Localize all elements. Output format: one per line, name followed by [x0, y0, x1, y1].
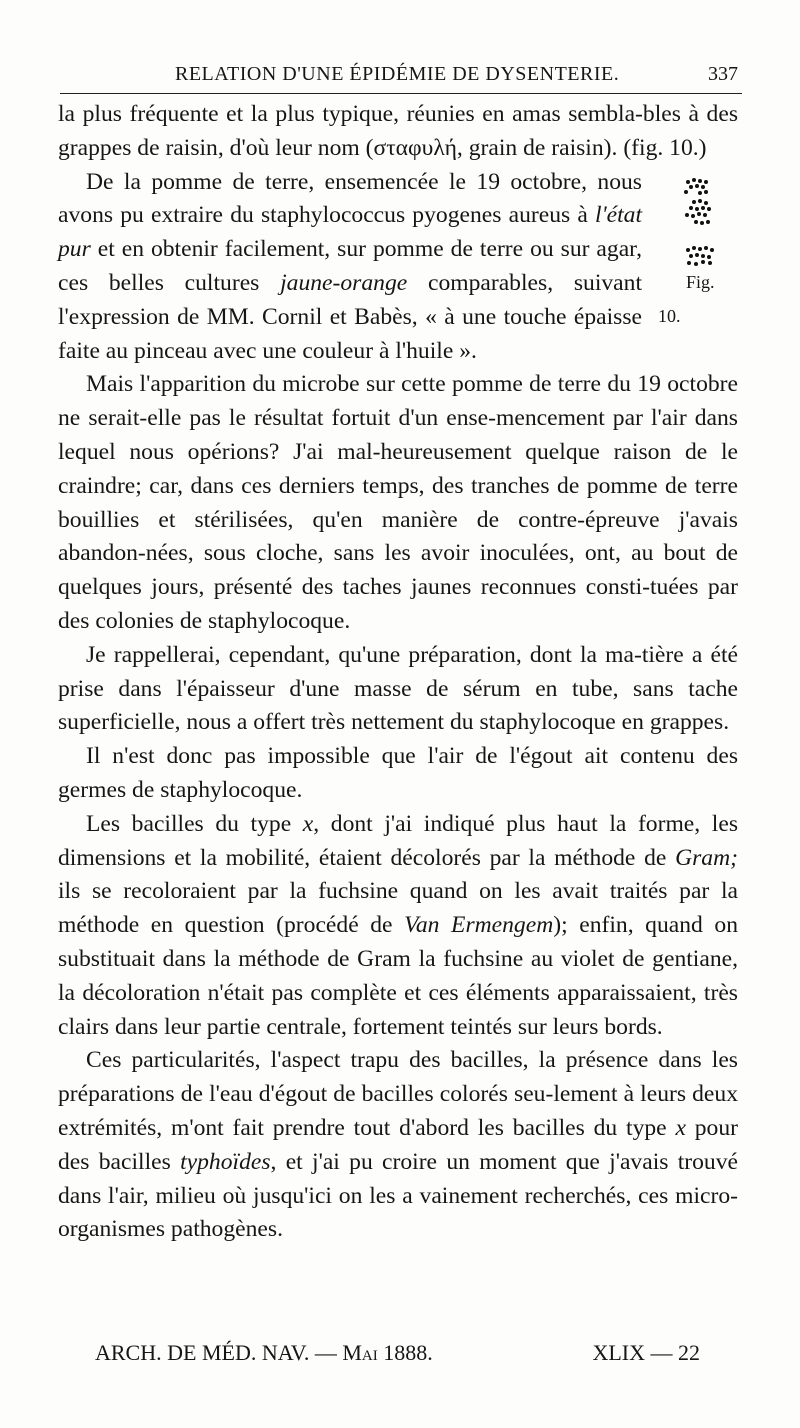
- paragraph-5: Il n'est donc pas impossible que l'air de l'égout ait contenu des germes de staphylocoque.: [58, 743, 738, 803]
- paragraph-3: Mais l'apparition du microbe sur cette pomme de terre du 19 octobre ne serait-elle pas le résultat fortuit d'un ense-mencement par l'air dans lequel nous opérions? J'ai mal-heureusement quelque raison de le craindre; car, dans ces derniers temps, des tranches de pomme de terre bouillies et stérilisées, qu'en manière de contre-épreuve j'avais abandon-nées, sous cloche, sans les avoir inoculées, ont, au bout de quelques jours, présenté des taches jaunes reconnues consti-tuées par des colonies de staphylocoque.: [58, 371, 738, 634]
- text-span: , et j'ai pu croire un moment que j'avais trouvé dans l'air, milieu où jusqu'ici on les a vainement recherchés, ces micro-organismes pathogènes.: [58, 1148, 738, 1243]
- text-span: pour des bacilles: [58, 1114, 738, 1175]
- italic-span: Gram;: [675, 844, 738, 871]
- text-span: , dont j'ai indiqué plus haut la forme, les dimensions et la mobilité, étaient décolorés par la méthode de: [58, 810, 738, 871]
- text-span: comparables, suivant l'expression de MM. Cornil et Babès, « à une touche épaisse faite au pinceau avec une couleur à l'huile ».: [58, 269, 642, 364]
- text-span: et en obtenir facilement, sur pomme de terre ou sur agar, ces belles cultures: [58, 236, 642, 296]
- paragraph-4: Je rappellerai, cependant, qu'une préparation, dont la ma-tière a été prise dans l'épaisseur d'une masse de sérum en tube, sans tache superficielle, nous a offert très nettement du staphylocoque en grappes.: [58, 641, 738, 736]
- text-span: ); enfin, quand on substituait dans la méthode de Gram la fuchsine au violet de gentiane, la décoloration n'était pas complète et ces éléments apparaissaient, très clairs dans leur partie centrale, fortement teintés sur leurs bords.: [58, 912, 738, 1040]
- text-span: Les bacilles du type: [86, 810, 303, 837]
- journal-citation: ARCH. DE MÉD. NAV. — Mai 1888.: [95, 1340, 433, 1365]
- paragraph-7: [58, 1044, 738, 1247]
- italic-span: jaune-orange: [280, 269, 408, 296]
- paragraph-6: [58, 808, 738, 1045]
- header-rule: [60, 93, 742, 94]
- italic-span: Van Ermengem: [404, 912, 554, 939]
- running-header: [0, 60, 800, 94]
- page-number: 337: [708, 63, 738, 85]
- italic-span: l'état pur: [58, 202, 642, 263]
- text-span: Ces particularités, l'aspect trapu des bacilles, la présence dans les préparations de l'eau d'égout de bacilles colorés seu-lement à leurs deux extrémités, m'ont fait prendre tout d'abord les bacilles du type: [58, 1047, 738, 1141]
- paragraph-1: la plus fréquente et la plus typique, réunies en amas sembla-bles à des grappes de raisin, d'où leur nom (σταφυλή, grain de raisin). (fig. 10.): [58, 101, 738, 161]
- figure-caption: Fig. 10.: [658, 272, 715, 326]
- text-span: ils se recoloraient par la fuchsine quand on les avait traités par la méthode en question (procédé de: [58, 878, 738, 939]
- text-span: De la pomme de terre, ensemencée le 19 octobre, nous avons pu extraire du staphylococcus pyogenes aureus à: [58, 168, 642, 229]
- paragraph-2: [58, 166, 738, 369]
- italic-span: x: [675, 1114, 686, 1141]
- signature-mark: XLIX — 22: [592, 1340, 700, 1365]
- italic-span: x: [302, 810, 314, 837]
- running-title: RELATION D'UNE ÉPIDÉMIE DE DYSENTERIE.: [175, 63, 620, 85]
- body-text: [58, 98, 738, 1247]
- italic-span: typhoïdes: [180, 1148, 271, 1175]
- figure-10: [652, 172, 738, 332]
